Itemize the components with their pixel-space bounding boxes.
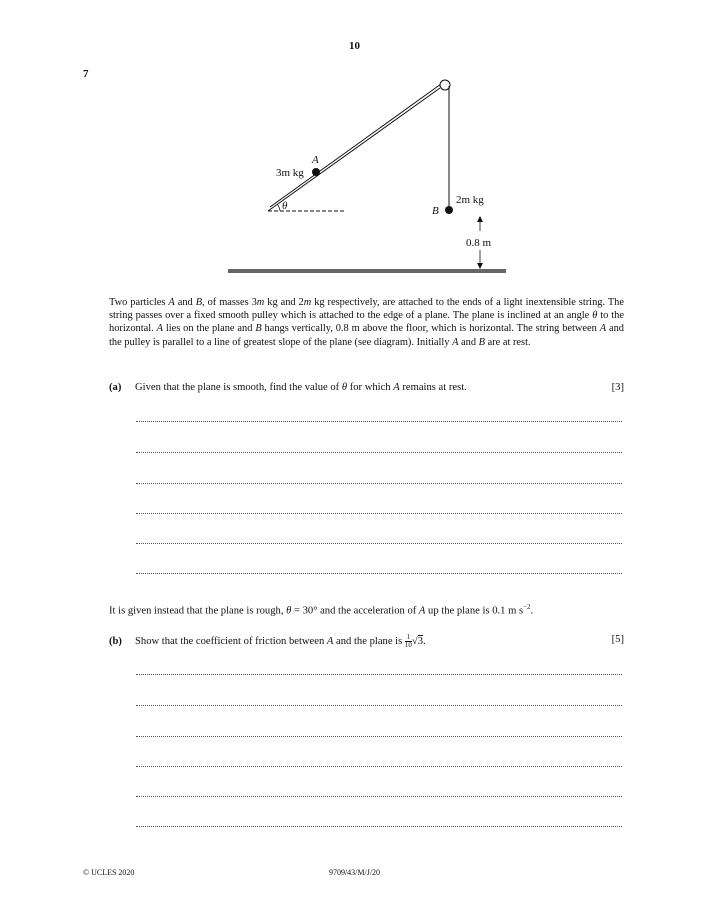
label-b: B (432, 205, 439, 217)
mass-a-label: 3m kg (276, 167, 304, 179)
part-b-context: It is given instead that the plane is rough, θ = 30° and the acceleration of A up the plane is 0.1 m $s^{-2}$. (109, 603, 534, 617)
answer-line[interactable] (136, 796, 622, 797)
answer-line[interactable] (136, 452, 622, 453)
footer-copyright: © UCLES 2020 (83, 868, 135, 877)
particle-a (312, 168, 320, 176)
page-number: 10 (349, 40, 360, 52)
plane-surface-string (270, 84, 441, 207)
mass-b-label: 2m kg (456, 194, 484, 206)
incline-pulley-diagram (220, 74, 520, 282)
footer-paper-code: 9709/43/M/J/20 (328, 868, 381, 877)
part-b-marks: [5] (611, 634, 624, 645)
answer-line[interactable] (136, 513, 622, 514)
answer-line[interactable] (136, 766, 622, 767)
angle-arc (277, 204, 280, 211)
answer-line[interactable] (136, 573, 622, 574)
inclined-plane (268, 88, 440, 211)
part-b-question: (b) Show that the coefficient of friction between A and the plane is $\frac{1}{10}$ √3. (109, 633, 426, 649)
part-a-question: (a) Given that the plane is smooth, find the value of θ for which A remains at rest. (109, 382, 467, 393)
answer-line[interactable] (136, 674, 622, 675)
fraction: $\frac{1}{10}$ (404, 633, 412, 649)
particle-b (445, 206, 453, 214)
height-arrowhead-up (477, 216, 483, 222)
answer-line[interactable] (136, 421, 622, 422)
answer-line[interactable] (136, 736, 622, 737)
answer-line[interactable] (136, 483, 622, 484)
question-number: 7 (83, 68, 89, 80)
height-arrowhead-down (477, 263, 483, 269)
answer-line[interactable] (136, 826, 622, 827)
part-a-label: (a) (109, 382, 122, 393)
question-intro: Two particles A and B, of masses 3m kg and 2m kg respectively, are attached to the ends of a light inextensible string. The string passes over a fixed smooth pulley which is attached to the edge of a plane. The plane is inclined at an angle θ to the horizontal. A lies on the plane and B hangs vertically, 0.8 m above the floor, which is horizontal. The string between A and the pulley is parallel to a line of greatest slope of the plane (see diagram). Initially A and B are at rest. (109, 297, 624, 348)
angle-label: θ (282, 200, 288, 212)
answer-line[interactable] (136, 705, 622, 706)
label-a: A (312, 154, 319, 166)
part-b-label: (b) (109, 635, 122, 647)
part-a-marks: [3] (611, 382, 624, 393)
answer-line[interactable] (136, 543, 622, 544)
height-label: 0.8 m (466, 237, 492, 249)
